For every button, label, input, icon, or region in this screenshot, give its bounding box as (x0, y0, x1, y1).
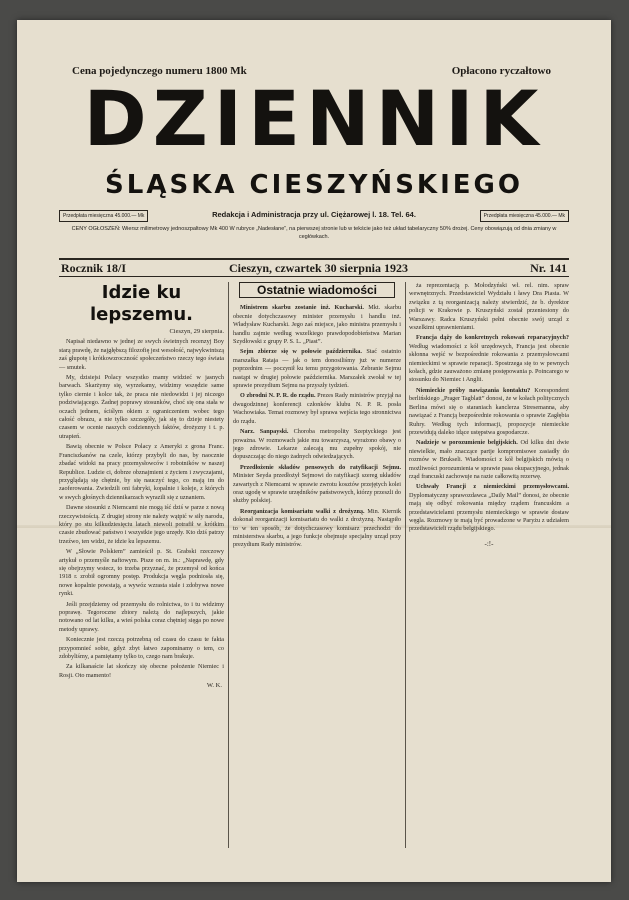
news-item-lead: Uchwały Francji z niemieckimi przemysłowcami. (416, 483, 569, 491)
news-item-text: Min. Kiernik dokonał reorganizacji komisariatu do walki z drożyzną. Nastąpiło to w ten sposób, że dotychczasowy komisarz przechodzi do ministerstwa skarbu, a jego funkcje obejmuje specjalny urząd przy prezydium Rady ministrów. (233, 507, 401, 549)
news-item-lead: Narz. Sanpayski. (240, 428, 289, 436)
news-item-lead: Reorganizacja komisariatu walki z drożyzną. (240, 507, 365, 515)
news-item (233, 428, 401, 462)
lead-paragraph: Napisał niedawno w jednej ze swych świetnych recenzyj Boy starą prawdę, że najgłębszą filozofię jest wesołość, najwykwintszą zaś głupotę i krótkowzroczność społeczeństwo rzeczy tego świata — smutek. (59, 338, 224, 371)
subscription-box-right: Przedpłata miesięczna 45.000.— Mk (480, 210, 569, 222)
volume-label: Rocznik 18/I (61, 261, 127, 275)
postage-note: Opłacono ryczałtowo (451, 65, 551, 77)
news-item-text: Mkt. skarbu obecnie dotychczasowy minister przemysłu i handlu inż. Władysław Kucharski. Jego zaś miejsce, jako ministra przemysłu i handlu zajmie według wszelkiego prawdopodobieństwa Marian Szydłowski z grupy P. S. L. „Piast”. (233, 304, 401, 346)
news-item-text: Prezes Rady ministrów przyjął na dwugodzinnej konferencji członków klubu N. P. R. posła Wachowiaka. Temat rozmowy był sprawa wejścia tego stronnictwa do rządu. (233, 392, 401, 425)
place-date: Cieszyn, czwartek 30 sierpnia 1923 (229, 261, 408, 275)
news-item (233, 464, 401, 506)
lead-paragraph: Za kilkanaście lat skończy się obecne położenie Niemiec i Rosji. Oto mamento! (59, 663, 224, 679)
lead-paragraph: Bawią obecnie w Polsce Polacy z Ameryki z grona Franc. Franciszkanów na czele, którzy przybyli do nas, by naocznie zbadać widoki na pracy przemysłowców i robotników w naszej Republice. Ludzie ci, dobrze obznajmieni z życiem i zwyczajami, przyglądają się chętnie, by się nauczyć tego, co mają im do zaoferowania. Zwiedzili oni fabryki, kopalnie i koleje, z których w swych głośnych dziennikarzach wyrazili się z uznaniem. (59, 443, 224, 501)
lead-article (59, 282, 224, 854)
lead-paragraph: Koniecznie jest rzeczą potrzebną od czasu do czasu te fakta przypomnieć sobie, gdyż zbyt łatwo zapominamy o tem, co zdobyliśmy, a pamiętamy tylko to, czego nam brakuje. (59, 636, 224, 661)
news-column (233, 282, 401, 854)
news-item (409, 483, 569, 533)
news-item (409, 334, 569, 384)
news-item (409, 439, 569, 481)
subscription-box-left: Przedpłata miesięczna 45.000.— Mk (59, 210, 148, 222)
issue-line (59, 259, 569, 276)
lead-headline: Idzie ku lepszemu. (89, 282, 194, 325)
lead-paragraph: Dawne stosunki z Niemcami nie mogą iść dziś w parze z nową rzeczywistością. Z drugiej strony nie należy wątpić w siły narodu, który po stu kilkudziesięciu latach niewoli potrafił w krótkim czasie zbudować państwo i wszystkie jego urzędy. Kto dziś patrzy trzeźwo, ten widzi, że idzie ku lepszemu. (59, 504, 224, 545)
news-item-lead: Francja dąży do konkretnych rokowań reparacyjnych? (416, 334, 569, 342)
news-item-lead: Niemieckie próby nawiązania kontaktu? (416, 386, 531, 394)
column-separator (405, 282, 406, 848)
lead-paragraph: My, dzisiejsi Polacy wszystko mamy widzieć w jasnych barwach. Skarżymy się, wyrzekamy, widzimy wszędzie same tylko ciernie i kolce tak, że praca nie niedowidzi i jej niczego podziwiającego. Żadnej poprawy stosunków, choć się ona stała w oczach jednem, ściślym okiem z ograniczeniem wobec tego całość obrazu, a nie tylko szczegóły, jak się to dzieje niestety czasem w ocenie naszych codziennych faktów, drożyzny i t. p. utrapień. (59, 374, 224, 440)
masthead-subtitle: ŚLĄSKA CIESZYŃSKIEGO (105, 170, 523, 200)
issue-number: Nr. 141 (530, 261, 567, 275)
news-item (233, 392, 401, 426)
news-item-text: Według wiadomości z kół urzędowych, Francja jest obecnie skłonna wejść w bezpośrednie rokowania z przemysłowcami niemieckimi w sprawie reparacji. Spostrzega się to w pewnych kołach, gdzie zauważono zmianę postępowania p. Poincarego w stosunku do Niemiec i Anglii. (409, 342, 569, 384)
news-item (233, 508, 401, 550)
newspaper-page (17, 20, 611, 882)
news-item-lead: Nadzieje w porozumienie belgijskich. (416, 439, 518, 447)
advertising-rates: CENY OGŁOSZEŃ: Wiersz milimetrowy jednoszpaltowy Mk 400 W rubryce „Nadesłane”, na pierwszej stronie lub w tekście jako też układ tabelaryczny 50% drożej. Ceny obowiązują od dnia zmiany w cegłówkach. (71, 226, 557, 240)
lead-signature: W. K. (206, 682, 222, 690)
news-item-text: Choroba metropolity Szeptyckiego jest poważna. W rozmowach jakie mu towarzyszą, wyrażono obawy o jego zdrowie. Lekarze zalecają mu zupełny spokój, nie dopuszczając do niego żadnych odwiedzających. (233, 428, 401, 461)
issue-price: Cena pojedynczego numeru 1800 Mk (72, 65, 247, 77)
news-item-lead: Przedłożenie składów pensowych do ratyfikacji Sejmu. (240, 463, 401, 471)
news-item-text: Stać ostatnio marszałka Rataja — jak o tem donosiliśmy już w numerze poprzednim — poczynił ku temu przygotowania. Zebranie Sejmu nastąpi w drugiej połowie października. Marszałek zwołał w tej sprawie prezydium Sejmu na przyszły tydzień. (233, 348, 401, 390)
news-item-lead: Sejm zbierze się w połowie października. (240, 348, 362, 356)
header-rule-bottom (59, 276, 569, 277)
news-box-title: Ostatnie wiadomości (239, 282, 395, 298)
news-item-text: Korespondent berlińskiego „Prager Tagblatt” donosi, że w kołach politycznych Berlina mówi się o staraniach kanclerza Stresemanna, aby nawiązać z Francją bezpośrednie rokowania o sprawie Zagłębia Ruhry. Według tych informacji, propozycje niemieckie przewidują daleko idące ustępstwa gospodarcze. (409, 386, 569, 436)
news-item (409, 387, 569, 437)
news-item-text: Od kilku dni dwie niewielkie, mało znaczące partje kompromisowe zasiadły do rozmów w Brukseli. Wiadomości z kół belgijskich mówią o możliwości porozumienia w sprawie pasa okupacyjnego, jednak rząd francuski zachowuje na razie całkowitą rezerwę. (409, 439, 569, 480)
news-item (233, 348, 401, 390)
lead-dateline: Cieszyn, 29 sierpnia. (169, 328, 224, 335)
news-item-text: Dyplomatyczny sprawozdawca „Daily Mail” donosi, że obecnie mają się odbyć rokowania między rządem francuskim a przedstawicielami przemysłu niemieckiego w sprawie dostaw węgla. Rozmowy te mają być prowadzone w Paryżu z udziałem przedstawicieli rządu belgijskiego. (409, 491, 569, 533)
end-mark: -:!- (484, 539, 494, 548)
foreign-news-column (409, 282, 569, 854)
column-intro: ża reprezentacją p. Mołodzyński wł. rel. nim. spraw wewnętrznych. Przedstawiciel Wydziału i ławy Dra Piasta. W związku z tą reorganizacją należy stwierdzić, że b. dyrektor policji w Krakowie p. Kruszyński został przeniesiony do Warszawy. Radca Kruszyński pełni obecnie swój urząd z wszelkimi uprawnieniami. (409, 282, 569, 332)
lead-paragraph: Jeśli przejdziemy od przemysłu do rolnictwa, to i tu widzimy poprawę. Tegoroczne zbiory należą do najlepszych, jakie notowano od lat kilku, a wieś polska coraz chętniej sięga po nowe metody uprawy. (59, 600, 224, 633)
news-item-lead: O zbrodni N. P. R. do rządu. (240, 392, 316, 400)
lead-paragraph: W „Słowie Polskiem” zamieścił p. St. Grabski rzeczowy artykuł o przemyśle naftowym. Pisze on m. in.: „Naprawdę, gdy się obejrzymy wstecz, to trzeba przyznać, że przemysł od końca 1918 r. zrobił ogromny postęp. Produkcja węgla podniosła się, nowe kopalnie powstają, a wywóz wzrasta stale i zdobywa nowe rynki. (59, 548, 224, 598)
news-item-lead: Ministrem skarbu zostanie inż. Kucharski. (240, 304, 364, 312)
news-item-text: Minister Seyda przedłożył Sejmowi do ratyfikacji szereg układów zawartych z Niemcami w sprawie zwrotu kosztów przejętych kolei oraz ugodę w sprawie urzędników państwowych, którzy przeszli do służby polskiej. (233, 472, 401, 505)
masthead-title: DZIENNIK (83, 74, 545, 163)
editorial-address: Redakcja i Administracja przy ul. Ciężarowej l. 18. Tel. 64. (212, 210, 416, 219)
column-separator (228, 282, 229, 848)
news-item (233, 304, 401, 346)
